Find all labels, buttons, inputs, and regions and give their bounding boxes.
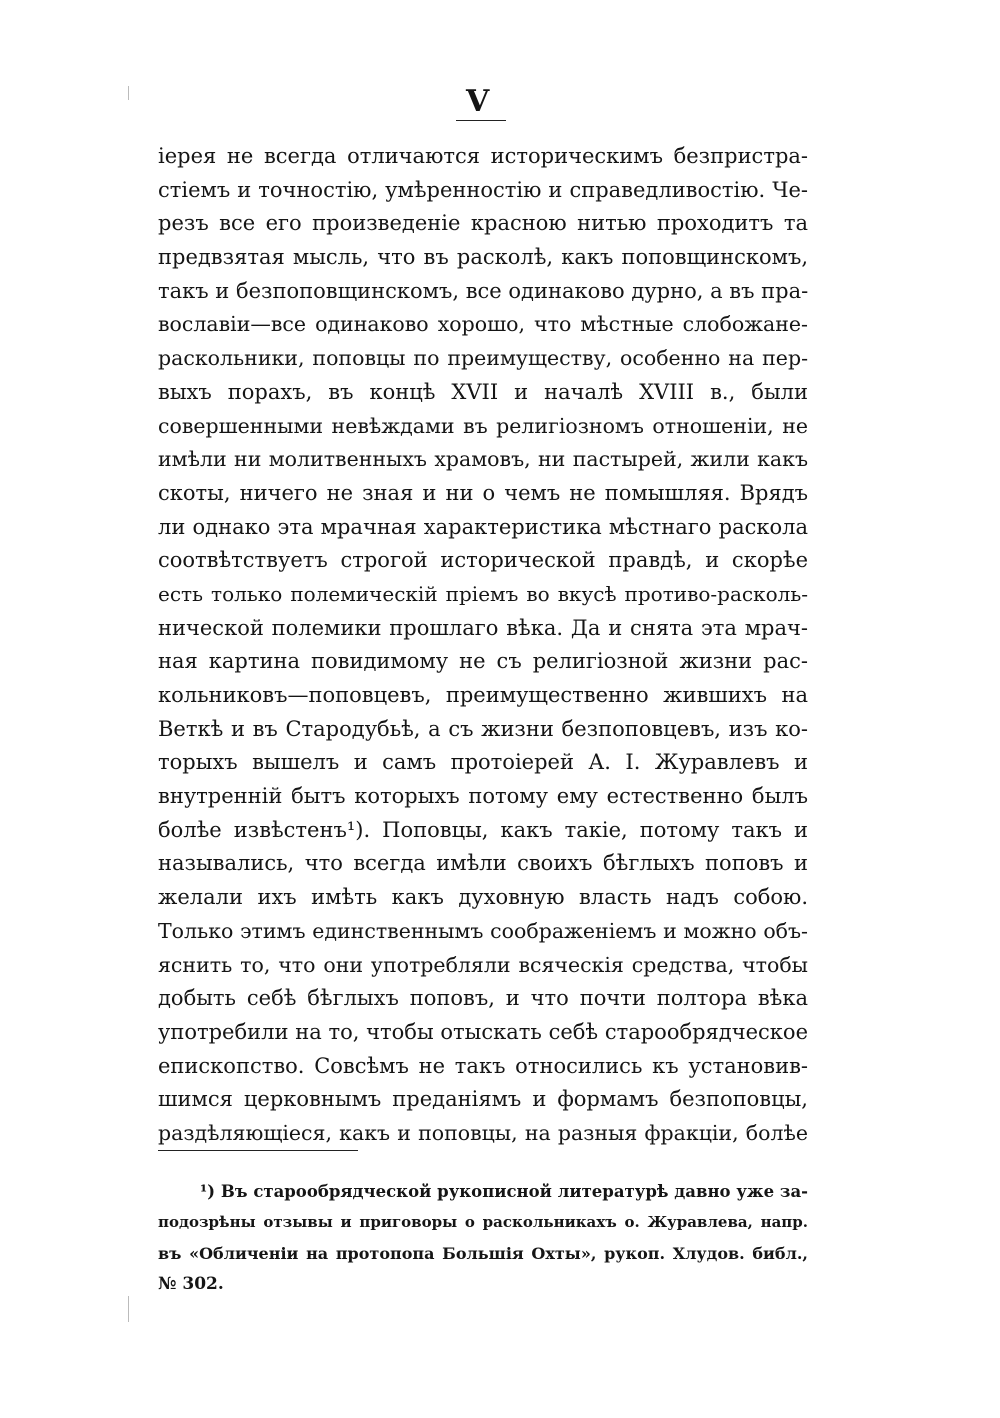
- margin-mark: [128, 86, 129, 100]
- text-line: совершенными невѣждами въ религіозномъ отношеніи, не: [158, 413, 808, 438]
- text-line: назывались, что всегда имѣли своихъ бѣглыхъ поповъ и: [158, 851, 808, 876]
- text-line: епископство. Совсѣмъ не такъ относились къ установив-: [158, 1053, 808, 1078]
- text-line: скоты, ничего не зная и ни о чемъ не помышляя. Врядъ: [158, 480, 808, 505]
- footnote-line: въ «Обличеніи на протопопа Большія Охты», рукоп. Хлудов. библ.,: [158, 1244, 808, 1263]
- body-text: [158, 140, 808, 1151]
- text-line: кольниковъ—поповцевъ, преимущественно жившихъ на: [158, 683, 808, 707]
- margin-mark: [128, 1296, 129, 1322]
- text-line: іерея не всегда отличаются историческимъ безпристра-: [158, 144, 808, 168]
- text-line: резъ все его произведеніе красною нитью проходитъ та: [158, 211, 808, 236]
- text-line: стіемъ и точностію, умѣренностію и справедливостію. Че-: [158, 177, 808, 202]
- text-line: ли однако эта мрачная характеристика мѣстнаго раскола: [158, 514, 808, 539]
- text-line: ная картина повидимому не съ религіозной жизни рас-: [158, 649, 808, 674]
- text-line: выхъ порахъ, въ концѣ XVII и началѣ XVIII в., были: [158, 379, 808, 404]
- text-line: добыть себѣ бѣглыхъ поповъ, и что почти полтора вѣка: [158, 986, 808, 1011]
- text-line: желали ихъ имѣть какъ духовную власть надъ собою.: [158, 885, 808, 910]
- text-line: есть только полемическій пріемъ во вкусѣ противо-расколь-: [158, 581, 808, 606]
- page-number: V: [466, 84, 491, 119]
- text-line: Только этимъ единственнымъ соображеніемъ и можно объ-: [158, 918, 808, 943]
- text-line: такъ и безпоповщинскомъ, все одинаково дурно, а въ пра-: [158, 278, 808, 303]
- text-line: соотвѣтствуетъ строгой исторической правдѣ, и скорѣе: [158, 548, 808, 573]
- footnote-line: ¹) Въ старообрядческой рукописной литературѣ давно уже за-: [200, 1182, 808, 1201]
- text-line: употребили на то, чтобы отыскать себѣ старообрядческое: [158, 1019, 808, 1044]
- text-line: нической полемики прошлаго вѣка. Да и снята эта мрач-: [158, 615, 808, 640]
- page-number-underline: [456, 120, 506, 121]
- text-line: вославіи—все одинаково хорошо, что мѣстные слобожане-: [158, 312, 808, 337]
- text-line: Веткѣ и въ Стародубьѣ, а съ жизни безпоповцевъ, изъ ко-: [158, 716, 808, 741]
- text-line: торыхъ вышелъ и самъ протоіерей А. І. Журавлевъ и: [158, 750, 808, 775]
- text-line: шимся церковнымъ преданіямъ и формамъ безпоповцы,: [158, 1087, 808, 1112]
- footnote: [158, 1176, 808, 1300]
- text-line: предвзятая мысль, что въ расколѣ, какъ поповщинскомъ,: [158, 245, 808, 270]
- footnote-line: подозрѣны отзывы и приговоры о раскольникахъ о. Журавлева, напр.: [158, 1213, 808, 1231]
- footnote-line: № 302.: [158, 1274, 224, 1294]
- text-line: яснить то, что они употребляли всяческія средства, чтобы: [158, 952, 808, 977]
- text-line: раздѣляющіеся, какъ и поповцы, на разныя фракціи, болѣе: [158, 1120, 808, 1145]
- text-line: имѣли ни молитвенныхъ храмовъ, ни пастырей, жили какъ: [158, 447, 808, 472]
- text-line: раскольники, поповцы по преимуществу, особенно на пер-: [158, 346, 808, 371]
- text-line: болѣе извѣстенъ¹). Поповцы, какъ такіе, потому такъ и: [158, 817, 808, 842]
- footnote-separator: [158, 1150, 358, 1151]
- text-line: внутренній бытъ которыхъ потому ему естественно былъ: [158, 784, 808, 809]
